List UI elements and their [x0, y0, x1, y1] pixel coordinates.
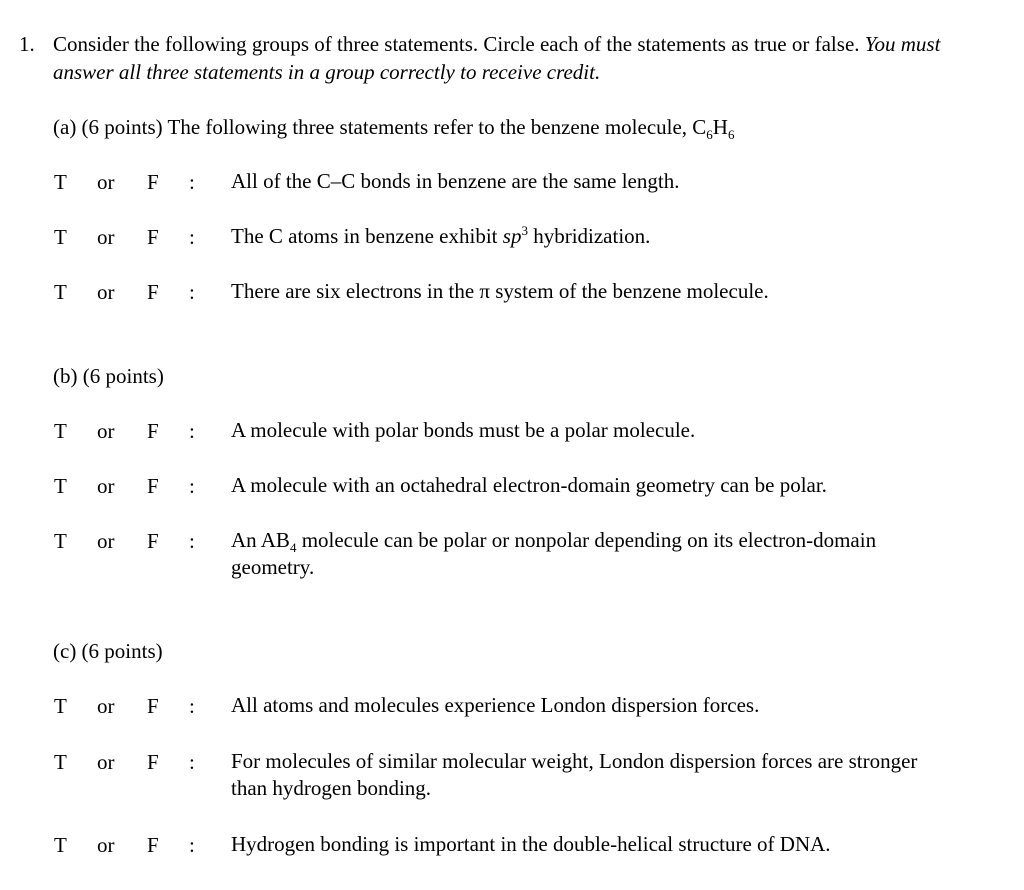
separator: : — [189, 529, 195, 553]
true-choice[interactable]: T — [54, 750, 67, 774]
statement-subscript: 4 — [289, 540, 297, 555]
statement-part: An AB — [231, 528, 290, 552]
separator: : — [189, 694, 195, 718]
part-a-title — [53, 113, 734, 141]
statement-italic: sp — [502, 224, 522, 248]
false-choice[interactable]: F — [147, 225, 159, 249]
statement-row-c3 — [0, 831, 1024, 861]
statement-row-c2 — [0, 748, 1024, 808]
part-b-title: (b) (6 points) — [53, 364, 164, 388]
separator: : — [189, 280, 195, 304]
part-c-title: (c) (6 points) — [53, 639, 163, 663]
statement-text — [231, 527, 891, 581]
true-choice[interactable]: T — [54, 419, 67, 443]
false-choice[interactable]: F — [147, 419, 159, 443]
statement-part: molecule can be polar or nonpolar depending on its electron-domain geometry. — [231, 528, 877, 579]
true-choice[interactable]: T — [54, 225, 67, 249]
separator: : — [189, 170, 195, 194]
true-choice[interactable]: T — [54, 694, 67, 718]
statement-text: All of the C–C bonds in benzene are the same length. — [231, 169, 680, 193]
true-choice[interactable]: T — [54, 170, 67, 194]
separator: : — [189, 474, 195, 498]
statement-row-b1 — [0, 417, 1024, 447]
separator: : — [189, 750, 195, 774]
or-label: or — [97, 225, 115, 249]
statement-row-a3 — [0, 278, 1024, 308]
separator: : — [189, 419, 195, 443]
or-label: or — [97, 833, 115, 857]
separator: : — [189, 833, 195, 857]
question-instruction: You must answer all three statements in a group correctly to receive credit. — [53, 32, 941, 84]
statement-superscript: 3 — [521, 223, 528, 238]
true-choice[interactable]: T — [54, 529, 67, 553]
statement-text — [231, 223, 951, 250]
statement-text: For molecules of similar molecular weight, London dispersion forces are stronger than hydrogen bonding. — [231, 749, 918, 800]
statement-text: A molecule with an octahedral electron-domain geometry can be polar. — [231, 473, 827, 497]
statement-part: hybridization. — [527, 224, 651, 248]
false-choice[interactable]: F — [147, 694, 159, 718]
or-label: or — [97, 419, 115, 443]
false-choice[interactable]: F — [147, 833, 159, 857]
statement-part: The C atoms in benzene exhibit — [231, 224, 503, 248]
or-label: or — [97, 694, 115, 718]
part-a-title-text: (a) (6 points) The following three statements refer to the benzene molecule, C — [53, 115, 707, 139]
statement-row-a2 — [0, 223, 1024, 253]
false-choice[interactable]: F — [147, 750, 159, 774]
or-label: or — [97, 750, 115, 774]
or-label: or — [97, 474, 115, 498]
or-label: or — [97, 529, 115, 553]
false-choice[interactable]: F — [147, 474, 159, 498]
or-label: or — [97, 170, 115, 194]
statement-text: A molecule with polar bonds must be a polar molecule. — [231, 418, 696, 442]
part-a-sub1: 6 — [706, 127, 713, 142]
statement-row-b2 — [0, 472, 1024, 502]
false-choice[interactable]: F — [147, 280, 159, 304]
false-choice[interactable]: F — [147, 170, 159, 194]
question-intro: Consider the following groups of three statements. Circle each of the statements as true or false. — [53, 32, 860, 56]
statement-row-c1 — [0, 692, 1024, 722]
statement-row-b3 — [0, 527, 1024, 587]
statement-text: Hydrogen bonding is important in the double-helical structure of DNA. — [231, 832, 831, 856]
true-choice[interactable]: T — [54, 474, 67, 498]
statement-text: There are six electrons in the π system of the benzene molecule. — [231, 279, 769, 303]
or-label: or — [97, 280, 115, 304]
question-number: 1. — [19, 32, 35, 56]
part-a-sub2: 6 — [727, 127, 735, 142]
true-choice[interactable]: T — [54, 280, 67, 304]
separator: : — [189, 225, 195, 249]
statement-row-a1 — [0, 168, 1024, 198]
true-choice[interactable]: T — [54, 833, 67, 857]
false-choice[interactable]: F — [147, 529, 159, 553]
part-a-title-mid: H — [712, 115, 728, 139]
statement-text: All atoms and molecules experience London dispersion forces. — [231, 693, 760, 717]
question-text — [53, 30, 953, 86]
